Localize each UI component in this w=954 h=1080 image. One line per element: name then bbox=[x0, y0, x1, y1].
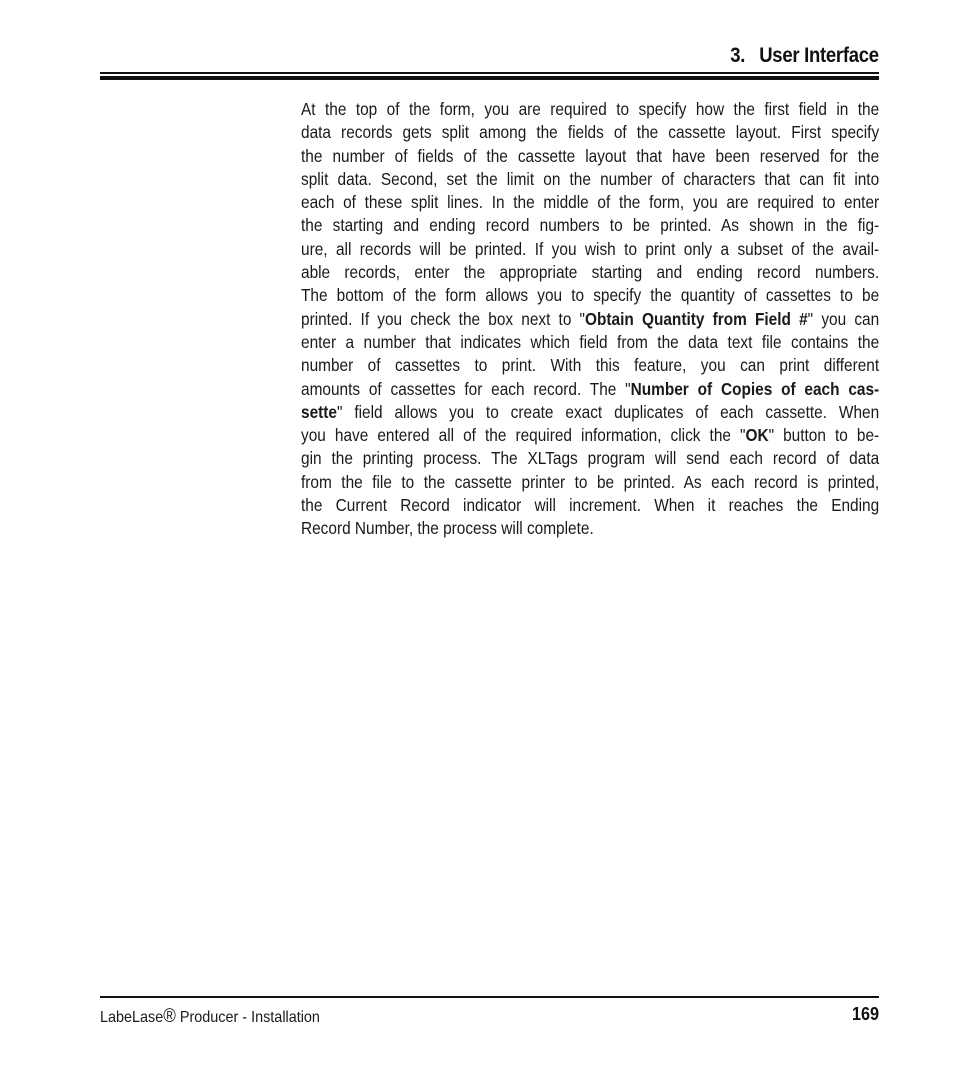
text-line: the starting and ending record numbers to be printed. As shown in the fig- bbox=[301, 215, 880, 236]
text-line: able records, enter the appropriate starting and ending record numbers. bbox=[301, 262, 880, 283]
text-line: ure, all records will be printed. If you wish to print only a subset of the avail- bbox=[301, 238, 880, 259]
text-line: split data. Second, set the limit on the number of characters that can fit into bbox=[301, 168, 880, 189]
header-rule-thick bbox=[100, 76, 879, 80]
footer-rule bbox=[100, 996, 879, 998]
text-line: sette" field allows you to create exact duplicates of each cassette. When bbox=[301, 401, 880, 422]
section-title bbox=[730, 44, 879, 68]
section-number: 3. bbox=[730, 44, 746, 67]
text-line: from the file to the cassette printer to be printed. As each record is printed, bbox=[301, 471, 880, 492]
text-line: gin the printing process. The XLTags program will send each record of data bbox=[301, 448, 880, 469]
text-line: amounts of cassettes for each record. The "Number of Copies of each cas- bbox=[301, 378, 880, 399]
text-line: enter a number that indicates which field from the data text file contains the bbox=[301, 331, 880, 352]
page-header bbox=[100, 44, 879, 80]
text-line: each of these split lines. In the middle of the form, you are required to enter bbox=[301, 192, 880, 213]
text-line: the Current Record indicator will increment. When it reaches the Ending bbox=[301, 495, 880, 516]
section-title-text: User Interface bbox=[759, 44, 879, 67]
bold-term-number-of-copies-cont: sette bbox=[301, 401, 337, 422]
text-line: Record Number, the process will complete. bbox=[301, 518, 594, 539]
page-number: 169 bbox=[851, 1004, 879, 1024]
text-line: The bottom of the form allows you to specify the quantity of cassettes to be bbox=[301, 285, 880, 306]
text-line: you have entered all of the required information, click the "OK" button to be- bbox=[301, 425, 880, 446]
bold-term-ok: OK bbox=[745, 425, 769, 446]
body-paragraph bbox=[301, 98, 879, 541]
bold-term-number-of-copies: Number of Copies of each cas- bbox=[630, 378, 880, 399]
text-line: data records gets split among the fields of the cassette layout. First specify bbox=[301, 122, 880, 143]
footer-product-name: LabeLase® Producer - Installation bbox=[100, 1006, 320, 1027]
header-rule-thin bbox=[100, 72, 879, 74]
text-line: At the top of the form, you are required to specify how the first field in the bbox=[301, 99, 880, 119]
bold-term-obtain-quantity: Obtain Quantity from Field # bbox=[585, 308, 808, 329]
text-line: number of cassettes to print. With this feature, you can print different bbox=[301, 355, 880, 376]
registered-mark: ® bbox=[163, 1006, 176, 1027]
text-line: the number of fields of the cassette layout that have been reserved for the bbox=[301, 145, 880, 166]
text-line: printed. If you check the box next to "Obtain Quantity from Field #" you can bbox=[301, 308, 880, 329]
